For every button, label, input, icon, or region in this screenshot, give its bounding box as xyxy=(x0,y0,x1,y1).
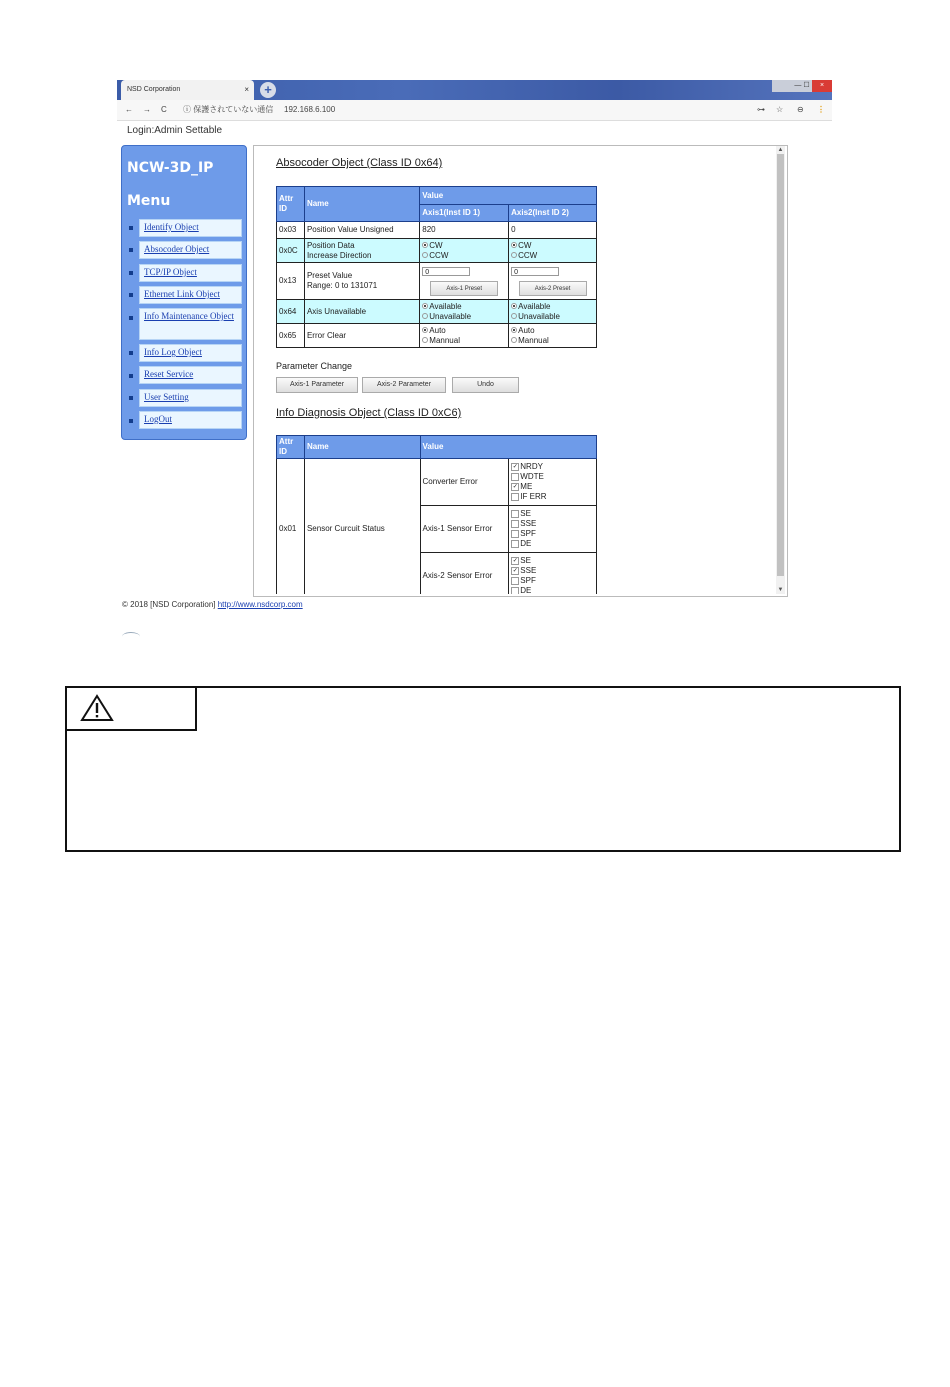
axis1-parameter-button[interactable]: Axis-1 Parameter xyxy=(276,377,358,393)
axis1-availability xyxy=(420,300,509,324)
axis2-value: 0 xyxy=(509,222,597,239)
checkbox-icon[interactable] xyxy=(511,493,519,501)
radio-option[interactable] xyxy=(511,302,594,312)
flag-label: SPF xyxy=(520,576,536,585)
table-row xyxy=(277,263,597,300)
parameter-change-label: Parameter Change xyxy=(276,361,353,371)
address-bar xyxy=(117,100,832,121)
radio-selected-icon[interactable] xyxy=(511,303,517,309)
bullet-icon xyxy=(129,293,133,297)
col-attr-id: Attr ID xyxy=(277,187,305,222)
status-indicator-icon xyxy=(122,632,140,641)
flag-list xyxy=(509,506,597,553)
radio-label: CCW xyxy=(429,250,449,260)
radio-option[interactable] xyxy=(511,251,594,261)
window-controls[interactable] xyxy=(772,80,832,92)
radio-icon[interactable] xyxy=(511,252,517,258)
new-tab-button[interactable]: + xyxy=(260,82,276,98)
attr-cell: 0x65 xyxy=(277,324,305,348)
device-name: NCW-3D_IP xyxy=(127,160,214,176)
browser-tab[interactable] xyxy=(121,80,254,100)
attr-cell: 0x13 xyxy=(277,263,305,300)
radio-option[interactable] xyxy=(422,312,506,322)
sidebar-item-info-maintenance[interactable]: Info Maintenance Object xyxy=(139,308,242,340)
page-footer xyxy=(122,600,303,609)
bullet-icon xyxy=(129,351,133,355)
table-row xyxy=(277,459,597,506)
axis1-value: 820 xyxy=(420,222,509,239)
axis1-preset xyxy=(420,263,509,300)
axis2-direction xyxy=(509,239,597,263)
company-link[interactable]: http://www.nsdcorp.com xyxy=(217,600,303,609)
radio-label: Mannual xyxy=(429,335,460,345)
bullet-icon xyxy=(129,396,133,400)
radio-icon[interactable] xyxy=(511,337,517,343)
attr-cell: 0x0C xyxy=(277,239,305,263)
diagnosis-heading: Info Diagnosis Object (Class ID 0xC6) xyxy=(276,407,462,419)
radio-label: Available xyxy=(518,301,551,311)
bullet-icon xyxy=(129,419,133,423)
name-cell: Position Value Unsigned xyxy=(304,222,419,239)
scroll-up-icon[interactable]: ▲ xyxy=(777,147,784,153)
radio-label: Unavailable xyxy=(518,311,560,321)
sidebar-item-absocoder[interactable]: Absocoder Object xyxy=(139,241,242,259)
radio-option[interactable] xyxy=(422,302,506,312)
sidebar-item-ethernet-link[interactable]: Ethernet Link Object xyxy=(139,286,242,304)
flag-label: WDTE xyxy=(520,472,544,481)
radio-label: CW xyxy=(518,240,532,250)
attr-cell: 0x64 xyxy=(277,300,305,324)
scrollbar-thumb[interactable] xyxy=(777,154,784,576)
sidebar-item-logout[interactable]: LogOut xyxy=(139,411,242,429)
col-value: Value xyxy=(420,436,596,459)
radio-icon[interactable] xyxy=(422,313,428,319)
radio-selected-icon[interactable] xyxy=(422,242,428,248)
radio-selected-icon[interactable] xyxy=(422,327,428,333)
name-cell xyxy=(304,239,419,263)
table-row xyxy=(277,300,597,324)
checkbox-icon[interactable] xyxy=(511,530,519,538)
diagnosis-table xyxy=(276,435,597,594)
group-label: Axis-2 Sensor Error xyxy=(420,553,509,595)
col-axis2: Axis2(Inst ID 2) xyxy=(509,205,597,222)
name-cell xyxy=(304,263,419,300)
absocoder-table xyxy=(276,186,597,348)
radio-option[interactable] xyxy=(511,312,594,322)
undo-button[interactable]: Undo xyxy=(452,377,519,393)
col-name: Name xyxy=(304,187,419,222)
axis2-preset-button[interactable]: Axis-2 Preset xyxy=(519,281,587,296)
axis1-direction xyxy=(420,239,509,263)
reload-icon[interactable]: C xyxy=(161,105,167,114)
name-cell: Sensor Curcuit Status xyxy=(304,459,420,595)
diagnosis-table-viewport xyxy=(276,435,598,594)
flag-list xyxy=(509,459,597,506)
sidebar-item-tcpip[interactable]: TCP/IP Object xyxy=(139,264,242,282)
checkbox-icon[interactable] xyxy=(511,473,519,481)
absocoder-heading: Absocoder Object (Class ID 0x64) xyxy=(276,157,443,169)
radio-label: Auto xyxy=(518,325,535,335)
sidebar-item-user-setting[interactable]: User Setting xyxy=(139,389,242,407)
bullet-icon xyxy=(129,316,133,320)
window-close-icon[interactable]: × xyxy=(812,80,832,92)
sidebar-item-identify[interactable]: Identify Object xyxy=(139,219,242,237)
checkbox-icon[interactable] xyxy=(511,540,519,548)
radio-option[interactable] xyxy=(511,326,594,336)
flag-label: DE xyxy=(520,586,532,594)
attr-cell: 0x03 xyxy=(277,222,305,239)
checkbox-icon[interactable] xyxy=(511,510,519,518)
checkbox-checked-icon[interactable]: ✓ xyxy=(512,557,518,564)
radio-icon[interactable] xyxy=(422,337,428,343)
account-icon[interactable]: ⊖ xyxy=(797,105,804,114)
checkbox-checked-icon[interactable]: ✓ xyxy=(512,483,518,490)
flag-list xyxy=(509,553,597,595)
flag-label: SE xyxy=(520,509,531,518)
flag-label: ME xyxy=(520,482,533,491)
radio-selected-icon[interactable] xyxy=(511,327,517,333)
bullet-icon xyxy=(129,271,133,275)
radio-label: CCW xyxy=(518,250,538,260)
browser-menu-icon[interactable]: ⋮ xyxy=(817,105,825,114)
name-cell: Error Clear xyxy=(304,324,419,348)
radio-selected-icon[interactable] xyxy=(422,303,428,309)
flag-label: SSE xyxy=(520,566,537,575)
axis1-error-clear xyxy=(420,324,509,348)
login-status: Login:Admin Settable xyxy=(127,125,223,136)
radio-label: Available xyxy=(429,301,462,311)
radio-option[interactable] xyxy=(422,241,506,251)
sidebar-item-info-log[interactable]: Info Log Object xyxy=(139,344,242,362)
col-value: Value xyxy=(420,187,597,205)
sidebar-item-reset-service[interactable]: Reset Service xyxy=(139,366,242,384)
radio-option[interactable] xyxy=(422,326,506,336)
axis2-preset xyxy=(509,263,597,300)
radio-label: Auto xyxy=(429,325,446,335)
radio-option[interactable] xyxy=(511,336,594,346)
radio-label: CW xyxy=(429,240,443,250)
flag-label: SE xyxy=(520,556,531,565)
url-field[interactable]: 192.168.6.100 xyxy=(284,105,336,114)
vertical-scrollbar[interactable] xyxy=(776,146,785,594)
checkbox-checked-icon[interactable]: ✓ xyxy=(512,463,518,470)
name-line: Range: 0 to 131071 xyxy=(306,281,378,290)
name-line: Position Data xyxy=(306,240,355,250)
flag-label: SPF xyxy=(520,529,536,538)
bullet-icon xyxy=(129,374,133,378)
axis2-availability xyxy=(509,300,597,324)
bullet-icon xyxy=(129,248,133,252)
table-row xyxy=(277,324,597,348)
axis2-error-clear xyxy=(509,324,597,348)
flag-label: DE xyxy=(520,539,532,548)
group-label: Converter Error xyxy=(420,459,509,506)
radio-option[interactable] xyxy=(422,336,506,346)
tab-title: NSD Corporation xyxy=(127,86,181,93)
tab-close-icon[interactable]: × xyxy=(244,85,249,94)
name-line: Increase Direction xyxy=(306,250,372,260)
window-minmax-icon[interactable]: — ☐ xyxy=(794,82,810,89)
flag-label: NRDY xyxy=(520,462,543,471)
bullet-icon xyxy=(129,226,133,230)
bookmark-star-icon[interactable]: ☆ xyxy=(776,105,784,114)
table-row xyxy=(277,239,597,263)
checkbox-icon[interactable] xyxy=(511,520,519,528)
axis2-preset-input[interactable]: 0 xyxy=(511,267,559,276)
radio-label: Mannual xyxy=(518,335,549,345)
key-icon[interactable]: ⊶ xyxy=(757,105,765,114)
flag-label: SSE xyxy=(520,519,537,528)
copyright-text: © 2018 [NSD Corporation] xyxy=(122,600,216,609)
radio-selected-icon[interactable] xyxy=(511,242,517,248)
flag-label: IF ERR xyxy=(520,492,547,501)
radio-option[interactable] xyxy=(422,251,506,261)
checkbox-icon[interactable] xyxy=(511,587,519,594)
name-cell: Axis Unavailable xyxy=(304,300,419,324)
name-line: Preset Value xyxy=(306,271,353,280)
attr-cell: 0x01 xyxy=(277,459,305,595)
table-row xyxy=(277,222,597,239)
menu-title: Menu xyxy=(127,193,171,209)
radio-label: Unavailable xyxy=(429,311,472,321)
back-icon[interactable]: ← xyxy=(125,105,133,114)
forward-icon[interactable]: → xyxy=(143,105,151,114)
axis2-parameter-button[interactable]: Axis-2 Parameter xyxy=(362,377,446,393)
checkbox-icon[interactable] xyxy=(511,577,519,585)
security-indicator[interactable]: ⓘ 保護されていない通信 xyxy=(183,105,274,114)
col-name: Name xyxy=(304,436,420,459)
axis1-preset-button[interactable]: Axis-1 Preset xyxy=(430,281,498,296)
radio-icon[interactable] xyxy=(422,252,428,258)
col-axis1: Axis1(Inst ID 1) xyxy=(420,205,509,222)
checkbox-checked-icon[interactable]: ✓ xyxy=(512,567,518,574)
col-attr-id: Attr ID xyxy=(277,436,305,459)
warning-triangle-icon xyxy=(80,694,114,727)
radio-icon[interactable] xyxy=(511,313,517,319)
axis1-preset-input[interactable]: 0 xyxy=(422,267,470,276)
radio-option[interactable] xyxy=(511,241,594,251)
group-label: Axis-1 Sensor Error xyxy=(420,506,509,553)
scroll-down-icon[interactable]: ▼ xyxy=(777,587,784,593)
